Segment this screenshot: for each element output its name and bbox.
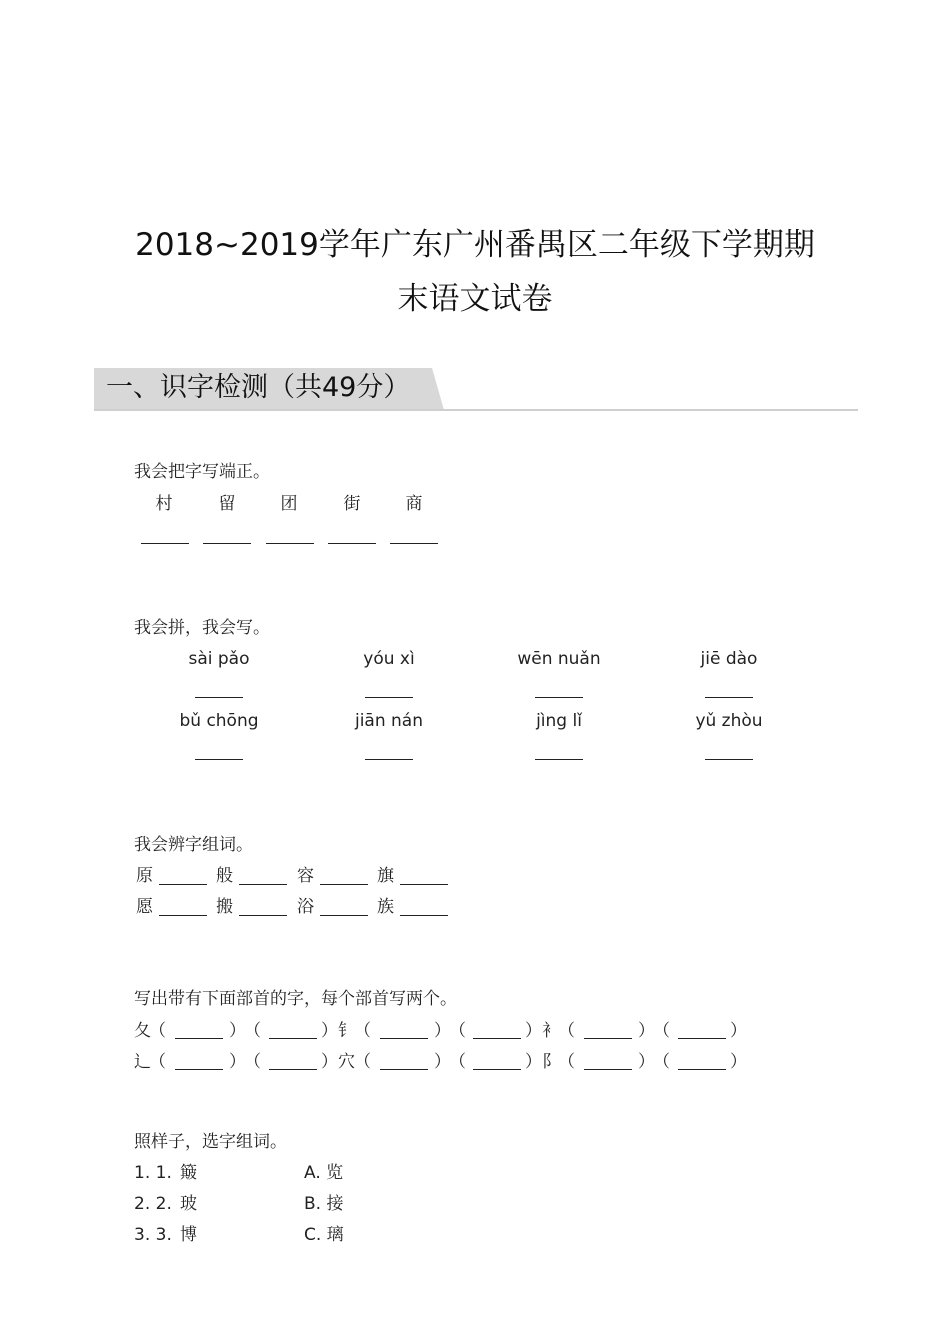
q5-prompt: 照样子，选字组词。: [134, 1132, 287, 1152]
answer-blank[interactable]: [705, 697, 753, 698]
q5-item-option[interactable]: A. 览: [304, 1163, 344, 1183]
answer-blank[interactable]: [473, 1038, 521, 1039]
q5-item-number: 2. 2.: [134, 1194, 172, 1214]
close-paren: ）: [321, 1052, 338, 1072]
q3-char: 旗: [377, 866, 394, 886]
q2-pinyin: wēn nuǎn: [517, 649, 601, 669]
open-paren: （: [354, 1021, 371, 1041]
q2-pinyin: sài pǎo: [188, 649, 250, 669]
open-paren: （: [244, 1052, 261, 1072]
q1-char: 留: [218, 494, 236, 514]
answer-blank[interactable]: [320, 884, 368, 885]
answer-blank[interactable]: [380, 1069, 428, 1070]
q3-char: 原: [136, 866, 153, 886]
q4-radical: 阝: [542, 1052, 559, 1072]
q3-char: 容: [297, 866, 314, 886]
answer-blank[interactable]: [141, 543, 189, 544]
answer-blank[interactable]: [365, 697, 413, 698]
q1-char: 团: [280, 494, 298, 514]
close-paren: ）: [434, 1021, 451, 1041]
q1-char: 商: [405, 494, 423, 514]
section-heading-bar: [94, 368, 858, 412]
q5-item-number: 3. 3.: [134, 1225, 172, 1245]
q3-char: 族: [377, 897, 394, 917]
q4-radical: 钅: [338, 1021, 355, 1041]
open-paren: （: [653, 1021, 670, 1041]
close-paren: ）: [730, 1052, 747, 1072]
answer-blank[interactable]: [328, 543, 376, 544]
q5-item-option[interactable]: B. 接: [304, 1194, 344, 1214]
open-paren: （: [558, 1052, 575, 1072]
answer-blank[interactable]: [535, 759, 583, 760]
q4-radical: 穴: [338, 1052, 355, 1072]
answer-blank[interactable]: [269, 1069, 317, 1070]
answer-blank[interactable]: [380, 1038, 428, 1039]
page-title-line1: 2018~2019学年广东广州番禺区二年级下学期期: [135, 227, 815, 263]
answer-blank[interactable]: [390, 543, 438, 544]
answer-blank[interactable]: [175, 1038, 223, 1039]
q1-char: 街: [343, 494, 361, 514]
answer-blank[interactable]: [239, 915, 287, 916]
open-paren: （: [354, 1052, 371, 1072]
q2-pinyin: jiān nán: [354, 711, 423, 731]
answer-blank[interactable]: [266, 543, 314, 544]
q4-radical: 夂: [134, 1021, 151, 1041]
close-paren: ）: [321, 1021, 338, 1041]
q4-radical: 辶: [134, 1052, 151, 1072]
q2-prompt: 我会拼，我会写。: [134, 618, 270, 638]
q2-pinyin: yóu xì: [363, 649, 415, 669]
q5-item-number: 1. 1.: [134, 1163, 172, 1183]
q3-prompt: 我会辨字组词。: [134, 835, 253, 855]
open-paren: （: [449, 1021, 466, 1041]
q5-item-char: 博: [180, 1225, 197, 1245]
answer-blank[interactable]: [320, 915, 368, 916]
close-paren: ）: [434, 1052, 451, 1072]
answer-blank[interactable]: [195, 759, 243, 760]
q2-pinyin: jiē dào: [700, 649, 758, 669]
q5-item-option[interactable]: C. 璃: [304, 1225, 344, 1245]
answer-blank[interactable]: [159, 884, 207, 885]
answer-blank[interactable]: [239, 884, 287, 885]
open-paren: （: [149, 1052, 166, 1072]
answer-blank[interactable]: [473, 1069, 521, 1070]
section-heading: 一、识字检测（共49分）: [106, 372, 411, 403]
answer-blank[interactable]: [175, 1069, 223, 1070]
close-paren: ）: [638, 1052, 655, 1072]
answer-blank[interactable]: [584, 1069, 632, 1070]
answer-blank[interactable]: [400, 915, 448, 916]
q2-pinyin: bǔ chōng: [179, 711, 259, 731]
close-paren: ）: [525, 1021, 542, 1041]
close-paren: ）: [229, 1052, 246, 1072]
open-paren: （: [558, 1021, 575, 1041]
answer-blank[interactable]: [203, 543, 251, 544]
answer-blank[interactable]: [269, 1038, 317, 1039]
answer-blank[interactable]: [584, 1038, 632, 1039]
page-title-line2: 末语文试卷: [397, 281, 553, 317]
close-paren: ）: [229, 1021, 246, 1041]
q3-char: 般: [216, 866, 233, 886]
answer-blank[interactable]: [705, 759, 753, 760]
q1-prompt: 我会把字写端正。: [134, 462, 270, 482]
open-paren: （: [149, 1021, 166, 1041]
answer-blank[interactable]: [535, 697, 583, 698]
close-paren: ）: [638, 1021, 655, 1041]
open-paren: （: [244, 1021, 261, 1041]
q3-char: 愿: [136, 897, 153, 917]
answer-blank[interactable]: [678, 1069, 726, 1070]
answer-blank[interactable]: [159, 915, 207, 916]
answer-blank[interactable]: [678, 1038, 726, 1039]
open-paren: （: [653, 1052, 670, 1072]
q5-item-char: 簸: [180, 1163, 197, 1183]
q2-pinyin: yǔ zhòu: [695, 711, 763, 731]
close-paren: ）: [525, 1052, 542, 1072]
q4-radical: 衤: [542, 1021, 559, 1041]
answer-blank[interactable]: [195, 697, 243, 698]
q4-prompt: 写出带有下面部首的字，每个部首写两个。: [134, 989, 457, 1009]
answer-blank[interactable]: [365, 759, 413, 760]
open-paren: （: [449, 1052, 466, 1072]
q1-char: 村: [155, 494, 173, 514]
q2-pinyin: jìng lǐ: [536, 711, 582, 731]
close-paren: ）: [730, 1021, 747, 1041]
answer-blank[interactable]: [400, 884, 448, 885]
q3-char: 搬: [216, 897, 233, 917]
q5-item-char: 玻: [180, 1194, 197, 1214]
q3-char: 浴: [297, 897, 314, 917]
